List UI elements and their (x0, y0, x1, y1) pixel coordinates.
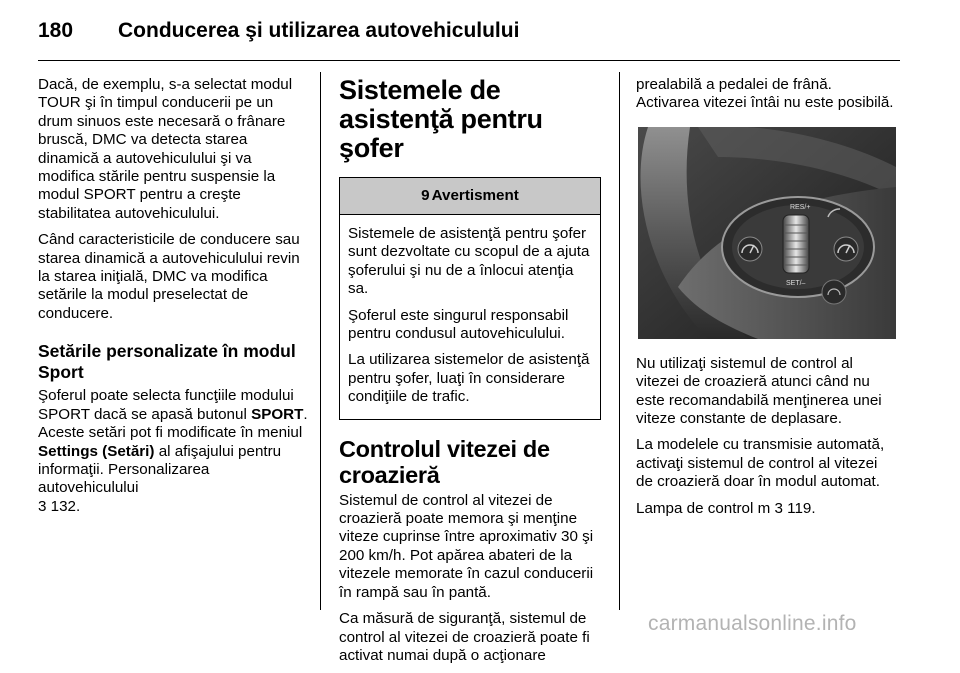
paragraph-cruise-warning: Nu utilizaţi sistemul de control al vitezei de croazieră atunci când nu este recomandabilă menţinerea unei viteze constante de deplasare. (636, 354, 882, 428)
cruise-roller-switch (783, 215, 809, 273)
steering-wheel-cruise-control-image (638, 127, 896, 339)
page-reference-132: 3 132. (38, 497, 81, 515)
header-divider (38, 60, 900, 61)
warning-body (340, 215, 600, 419)
warning-title: Avertisment (431, 187, 519, 204)
paragraph-dmc-revert: Când caracteristicile de conducere sau starea dinamică a autovehiculului revin la starea iniţială, DMC va modifica setările la modul preselectat de conducere. (38, 231, 300, 322)
paragraph-cruise-range: Sistemul de control al vitezei de croazieră poate memora şi menţine viteze cuprinse între aproximativ 30 şi 200 km/h. Pot apărea abateri de la vitezele memorate în cazul conducerii în rampă sau în pantă. (339, 491, 594, 601)
paragraph-brake-activation: prealabilă a pedalei de frână. Activarea vitezei întâi nu este posibilă. (636, 76, 894, 112)
paragraph-automatic-transmission: La modelele cu transmisie automată, activaţi sistemul de control al vitezei de croazieră doar în modul automat. (636, 436, 885, 491)
page-number: 180 (38, 19, 74, 42)
page-reference-119: 3 119. (774, 499, 816, 517)
column-left (38, 76, 308, 524)
paragraph-cruise-safety: Ca măsură de siguranţă, sistemul de control al vitezei de croazieră poate fi activat numai după o acţionare (339, 610, 590, 664)
column-divider-2 (619, 72, 620, 610)
paragraph-sport-settings: Şoferul poate selecta funcţiile modului SPORT dacă se apasă butonul SPORT. Aceste setări pot fi modificate în meniul Settings (Setări) al afişajului pentru informaţii. Personalizarea autovehiculului 3 132. (38, 387, 308, 515)
page-title: Conducerea şi utilizarea autovehiculului (118, 19, 520, 42)
section-heading-sport: Setările personalizate în modul Sport (38, 341, 296, 383)
res-label: RES/+ (790, 203, 811, 211)
watermark: carmanualsonline.info (648, 612, 857, 635)
column-middle (339, 76, 603, 673)
cruise-control-lamp-icon: m (757, 499, 771, 517)
page-header (38, 16, 924, 56)
column-right (636, 76, 898, 526)
lower-control-button (822, 280, 846, 304)
paragraph-control-lamp: Lampa de control m 3 119. (636, 499, 816, 517)
set-label: SET/– (786, 279, 806, 287)
warning-box (339, 177, 601, 420)
column-divider-1 (320, 72, 321, 610)
warning-paragraph-1: Sistemele de asistenţă pentru şofer sunt dezvoltate cu scopul de a ajuta şoferului şi nu de a înlocui atenţia sa. (348, 225, 590, 298)
warning-paragraph-3: La utilizarea sistemelor de asistenţă pentru şofer, luaţi în considerare condiţiile de trafic. (348, 351, 590, 406)
sport-button-label: SPORT (251, 405, 304, 423)
paragraph-dmc-tour: Dacă, de exemplu, s-a selectat modul TOUR şi în timpul conducerii pe un drum sinuos este necesară o frânare bruscă, DMC va detecta starea dinamică a autovehiculului şi va modifica stările pentru suspensie la modul SPORT pentru a creşte stabilitatea autovehiculului. (38, 76, 293, 222)
cruise-off-button (738, 237, 762, 261)
cruise-on-button (834, 237, 858, 261)
warning-triangle-icon: 9 (421, 187, 430, 204)
warning-paragraph-2: Şoferul este singurul responsabil pentru condusul autovehiculului. (348, 306, 569, 343)
section-heading-driver-assist: Sistemele de asistenţă pentru şofer (339, 75, 543, 163)
settings-menu-label: Settings (Setări) (38, 442, 155, 460)
warning-header (340, 178, 600, 215)
section-heading-cruise-control: Controlul vitezei de croazieră (339, 435, 550, 488)
